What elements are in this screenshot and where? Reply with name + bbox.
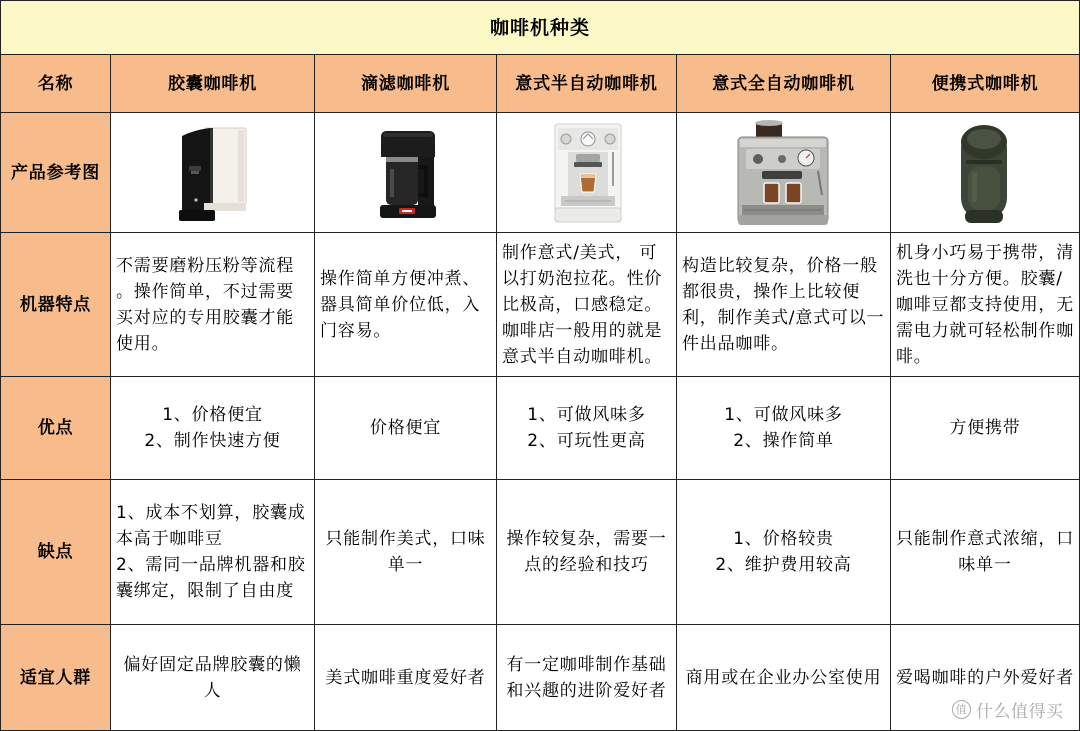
cell-text-line: 咖啡店一般用的就是 [502,320,663,341]
column-header-text: 意式半自动咖啡机 [515,73,658,94]
cell-features-full-auto [677,233,891,377]
cell-text-line: 2、需同一品牌机器和胶 [116,555,306,575]
cell-text-line: 2、制作快速方便 [144,431,281,451]
cell-text-line: 洗也十分方便。胶囊/ [896,268,1063,289]
cell-cons-capsule [111,480,315,625]
column-header-text: 滴滤咖啡机 [361,73,450,94]
column-header-text: 便携式咖啡机 [931,73,1039,94]
row-label-cons [0,480,111,625]
cell-text-line: 价格便宜 [369,418,442,438]
cell-text-line: 味单一 [958,555,1012,575]
cell-text-line: 操作较复杂，需要一 [506,529,667,549]
row-label-product-image [0,113,111,233]
cell-text-line: 爱喝咖啡的户外爱好者 [896,667,1074,688]
column-header-capsule [111,55,315,113]
cell-text-line: 1、价格便宜 [162,405,263,425]
cell-text-line: 2、操作简单 [733,431,834,451]
cell-text-line: 偏好固定品牌胶囊的懒 [123,654,302,675]
column-header-full-auto [677,55,891,113]
row-label-pros [0,377,111,480]
product-image-cell-drip [315,113,497,233]
product-image-cell-portable [891,113,1080,233]
cell-text-line: 1、成本不划算，胶囊成 [116,503,306,523]
cell-cons-portable [891,480,1080,625]
product-image-cell-semi-auto [497,113,677,233]
cell-text-line: 2、可玩性更高 [527,431,646,451]
column-header-text: 意式全自动咖啡机 [712,73,855,94]
cell-text-line: 。操作简单，不过需要 [116,281,294,302]
row-label-audience [0,625,111,731]
cell-cons-full-auto [677,480,891,625]
cell-text-line: 啡。 [896,346,932,367]
watermark-text: 什么值得买 [976,702,1064,722]
cell-features-semi-auto [497,233,677,377]
portable-coffee-machine-image [955,122,1013,226]
row-label-text: 缺点 [37,542,74,562]
cell-text-line: 门容易。 [320,320,392,341]
cell-text-line: 机身小巧易于携带，清 [896,242,1074,263]
cell-audience-capsule [111,625,315,731]
cell-text-line: 都很贵，操作上比较便 [682,281,860,302]
semi-automatic-espresso-machine-image [553,122,623,226]
cell-text-line: 囊绑定，限制了自由度 [116,581,294,601]
cell-text-line: 使用。 [116,333,170,354]
cell-text-line: 买对应的专用胶囊才能 [116,307,294,328]
cell-features-drip [315,233,497,377]
cell-text-line: 只能制作美式，口味 [325,529,486,549]
watermark-logo-icon: 值 [952,700,971,719]
column-header-text: 胶囊咖啡机 [168,73,257,94]
cell-text-line: 和兴趣的进阶爱好者 [506,680,667,701]
cell-text-line: 美式咖啡重度爱好者 [325,667,486,688]
fully-automatic-espresso-machine-image [734,119,832,229]
drip-coffee-machine-image [378,129,438,219]
cell-audience-full-auto [677,625,891,731]
column-header-semi-auto [497,55,677,113]
cell-pros-drip [315,377,497,480]
cell-audience-drip [315,625,497,731]
cell-text-line: 2、维护费用较高 [715,555,852,575]
header-label: 名称 [37,73,74,94]
cell-text-line: 构造比较复杂，价格一般 [682,255,878,276]
cell-text-line: 器具简单价位低，入 [320,294,481,315]
row-label-text: 机器特点 [19,294,92,315]
cell-text-line: 意式半自动咖啡机。 [502,346,663,367]
cell-pros-portable [891,377,1080,480]
row-label-text: 产品参考图 [11,162,100,183]
row-label-features [0,233,111,377]
row-label-text: 适宜人群 [19,667,92,688]
capsule-coffee-machine-image [178,126,248,224]
cell-text-line: 本高于咖啡豆 [116,529,223,549]
column-header-name [0,55,111,113]
cell-features-portable [891,233,1080,377]
cell-pros-capsule [111,377,315,480]
row-label-text: 优点 [37,418,74,438]
product-image-cell-capsule [111,113,315,233]
cell-text-line: 咖啡豆都支持使用，无 [896,294,1074,315]
cell-features-capsule [111,233,315,377]
cell-text-line: 以打奶泡拉花。性价 [502,268,663,289]
cell-text-line: 1、可做风味多 [527,405,646,425]
cell-cons-drip [315,480,497,625]
cell-text-line: 操作简单方便冲煮、 [320,268,481,289]
cell-text-line: 商用或在企业办公室使用 [685,667,882,688]
cell-pros-full-auto [677,377,891,480]
cell-text-line: 不需要磨粉压粉等流程 [116,255,294,276]
cell-text-line: 点的经验和技巧 [524,555,649,575]
cell-text-line: 人 [203,680,222,701]
site-watermark [952,697,1064,722]
cell-text-line: 制作意式/美式， 可 [502,242,658,263]
cell-text-line: 件出品咖啡。 [682,333,789,354]
cell-text-line: 1、价格较贵 [733,529,834,549]
table-title: 咖啡机种类 [0,0,1080,55]
cell-text-line: 有一定咖啡制作基础 [506,654,667,675]
cell-text-line: 1、可做风味多 [724,405,843,425]
cell-text-line: 比极高，口感稳定。 [502,294,663,315]
cell-text-line: 单一 [387,555,424,575]
cell-cons-semi-auto [497,480,677,625]
cell-text-line: 利，制作美式/意式可以一 [682,307,885,328]
cell-audience-semi-auto [497,625,677,731]
cell-text-line: 方便携带 [949,418,1021,438]
cell-pros-semi-auto [497,377,677,480]
cell-text-line: 只能制作意式浓缩，口 [896,529,1074,549]
column-header-portable [891,55,1080,113]
cell-text-line: 需电力就可轻松制作咖 [896,320,1074,341]
product-image-cell-full-auto [677,113,891,233]
column-header-drip [315,55,497,113]
